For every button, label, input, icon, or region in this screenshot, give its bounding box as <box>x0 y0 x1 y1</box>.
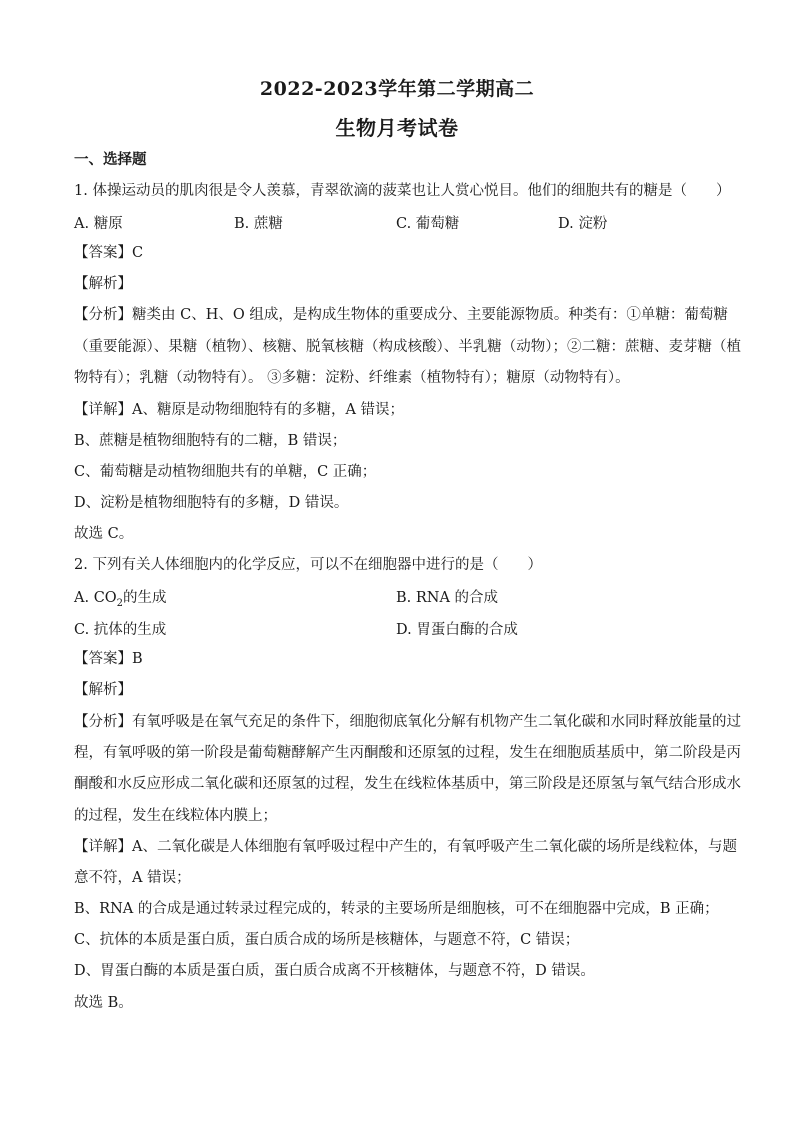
question-1-detail-line: D、淀粉是植物细胞特有的多糖，D 错误。 <box>74 495 349 511</box>
question-1-analysis-line: 【分析】糖类由 C、H、O 组成，是构成生物体的重要成分、主要能源物质。种类有：①单糖：葡萄糖 <box>74 307 728 323</box>
section-heading: 一、选择题 <box>74 151 147 168</box>
exam-title: 2022-2023学年第二学期高二 <box>259 78 535 100</box>
question-2-analysis-line: 【分析】有氧呼吸是在氧气充足的条件下，细胞彻底氧化分解有机物产生二氧化碳和水同时释放能量的过 <box>74 714 741 730</box>
question-1-analysis-line: 物特有）；乳糖（动物特有）。 ③多糖：淀粉、纤维素（植物特有）；糖原（动物特有）。 <box>74 370 630 386</box>
question-2-answer: 【答案】B <box>74 651 143 667</box>
question-2-jiexi-label: 【解析】 <box>74 682 132 698</box>
question-1-option-d: D. 淀粉 <box>558 216 608 232</box>
question-2-detail-line: C、抗体的本质是蛋白质，蛋白质合成的场所是核糖体，与题意不符，C 错误； <box>74 932 580 948</box>
question-1-option-a: A. 糖原 <box>74 216 123 232</box>
question-2-option-d: D. 胃蛋白酶的合成 <box>396 622 518 638</box>
question-1-detail-line: B、蔗糖是植物细胞特有的二糖，B 错误； <box>74 433 347 449</box>
question-2-detail-line: D、胃蛋白酶的本质是蛋白质，蛋白质合成离不开核糖体，与题意不符，D 错误。 <box>74 963 595 979</box>
question-1-conclusion: 故选 C。 <box>74 526 134 542</box>
question-2-analysis-line: 的过程，发生在线粒体内膜上； <box>74 808 277 824</box>
question-1-jiexi-label: 【解析】 <box>74 276 132 292</box>
question-2-detail-line: B、RNA 的合成是通过转录过程完成的，转录的主要场所是细胞核，可不在细胞器中完成，B 正确； <box>74 901 719 917</box>
question-2-option-b: B. RNA 的合成 <box>396 590 499 606</box>
exam-subtitle: 生物月考试卷 <box>335 116 459 140</box>
question-2-detail-line: 【详解】A、二氧化碳是人体细胞有氧呼吸过程中产生的，有氧呼吸产生二氧化碳的场所是线粒体，与题 <box>74 839 737 855</box>
question-2-option-c: C. 抗体的生成 <box>74 622 167 638</box>
question-1-answer: 【答案】C <box>74 245 144 261</box>
question-1-option-c: C. 葡萄糖 <box>396 216 460 232</box>
question-2-detail-line: 意不符，A 错误； <box>74 870 191 886</box>
question-1-option-b: B. 蔗糖 <box>234 216 283 232</box>
question-2-option-a: A. $CO_2$的生成 <box>74 590 167 609</box>
question-1-detail-line: 【详解】A、糖原是动物细胞特有的多糖，A 错误； <box>74 402 405 418</box>
question-1-stem: 1. 体操运动员的肌肉很是令人羡慕，青翠欲滴的菠菜也让人赏心悦目。他们的细胞共有的糖是（ ） <box>74 183 731 199</box>
question-2-analysis-line: 酮酸和水反应形成二氧化碳和还原氢的过程，发生在线粒体基质中，第三阶段是还原氢与氧气结合形成水 <box>74 776 741 792</box>
question-2-conclusion: 故选 B。 <box>74 995 133 1011</box>
question-1-detail-line: C、葡萄糖是动植物细胞共有的单糖，C 正确； <box>74 464 377 480</box>
question-2-stem: 2. 下列有关人体细胞内的化学反应，可以不在细胞器中进行的是（ ） <box>74 557 542 573</box>
question-1-analysis-line: （重要能源）、果糖（植物）、核糖、脱氧核糖（构成核酸）、半乳糖（动物）；②二糖：蔗糖、麦芽糖（植 <box>74 339 741 355</box>
question-2-analysis-line: 程，有氧呼吸的第一阶段是葡萄糖酵解产生丙酮酸和还原氢的过程，发生在细胞质基质中，第二阶段是丙 <box>74 745 741 761</box>
